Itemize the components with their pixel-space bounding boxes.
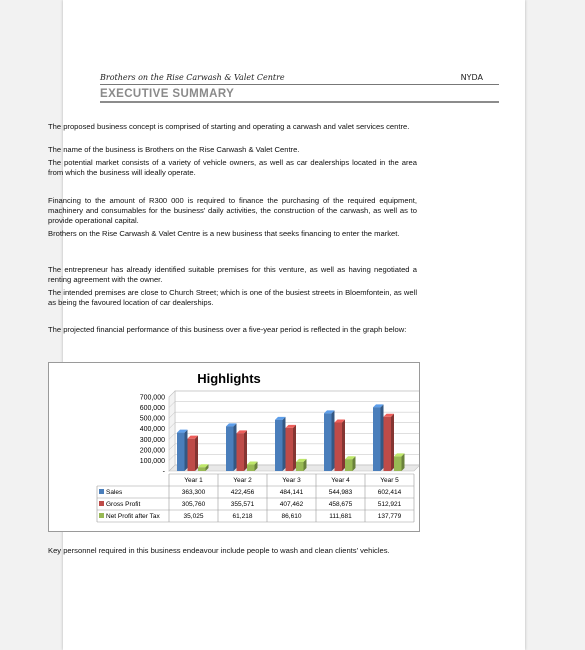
bar-gross-profit xyxy=(384,417,392,471)
paragraph-premises: The intended premises are close to Church Street; which is one of the busiest streets in Bloemfontein, as well as being the favoured location of car dealerships. xyxy=(48,288,417,307)
bar-side xyxy=(402,453,405,471)
bar-net-profit-after-tax xyxy=(394,456,402,471)
bar-side xyxy=(391,414,394,471)
bar-side xyxy=(244,430,247,471)
legend-key-net-profit-after-tax xyxy=(99,513,104,518)
data-value-label: 363,300 xyxy=(181,489,206,496)
data-value-label: 35,025 xyxy=(183,513,204,520)
bar-sales xyxy=(177,433,185,471)
x-tick-label: Year 5 xyxy=(380,477,399,484)
bar-side xyxy=(332,410,335,471)
bar-side xyxy=(234,423,237,471)
legend-label: Sales xyxy=(106,489,123,496)
x-tick-label: Year 3 xyxy=(282,477,301,484)
legend-label: Gross Profit xyxy=(106,501,141,508)
data-value-label: 355,571 xyxy=(230,501,255,508)
bar-gross-profit xyxy=(335,423,343,471)
paragraph-projection: The projected financial performance of this business over a five-year period is reflected in the graph below: xyxy=(48,325,407,334)
bar-side xyxy=(195,436,198,471)
paragraph-market: The potential market consists of a variety of vehicle owners, as well as car dealerships located in the area from which the business will ideally operate. xyxy=(48,158,417,177)
data-value-label: 137,779 xyxy=(377,513,402,520)
data-value-label: 305,760 xyxy=(181,501,206,508)
bar-net-profit-after-tax xyxy=(345,459,353,471)
data-value-label: 602,414 xyxy=(377,489,402,496)
header-divider xyxy=(100,84,499,85)
title-divider xyxy=(100,101,499,103)
bar-sales xyxy=(373,407,381,471)
bar-side xyxy=(185,430,188,471)
y-tick-label: 400,000 xyxy=(139,426,165,434)
data-value-label: 61,218 xyxy=(232,513,253,520)
bar-net-profit-after-tax xyxy=(198,467,206,471)
paragraph-personnel: Key personnel required in this business endeavour include people to wash and clean clients’ vehicles. xyxy=(48,546,390,555)
chart-side-wall xyxy=(169,391,175,471)
y-tick-label: 100,000 xyxy=(139,457,165,465)
bar-side xyxy=(381,404,384,471)
data-value-label: 512,921 xyxy=(377,501,402,508)
x-tick-label: Year 4 xyxy=(331,477,350,484)
chart-title: Highlights xyxy=(197,371,261,386)
bar-side xyxy=(283,417,286,471)
legend-label: Net Profit after Tax xyxy=(106,513,160,520)
bar-gross-profit xyxy=(286,428,294,471)
y-tick-label: 700,000 xyxy=(139,394,165,402)
bar-net-profit-after-tax xyxy=(296,462,304,471)
header-business-name: Brothers on the Rise Carwash & Valet Centre xyxy=(100,73,285,82)
data-value-label: 422,456 xyxy=(230,489,255,496)
y-tick-label: - xyxy=(162,468,165,476)
chart-canvas xyxy=(49,363,419,531)
bar-sales xyxy=(226,426,234,471)
y-tick-label: 300,000 xyxy=(139,436,165,444)
bar-gross-profit xyxy=(237,433,245,471)
header-organization: NYDA xyxy=(460,73,483,82)
paragraph-financing: Financing to the amount of R300 000 is required to finance the purchasing of the required equipment, machinery and consumables for the business’ daily activities, the construction of the carwash, as well as to provide operational capital. xyxy=(48,196,417,225)
data-value-label: 544,983 xyxy=(328,489,353,496)
bar-sales xyxy=(324,413,332,471)
highlights-chart xyxy=(48,362,420,532)
data-value-label: 111,681 xyxy=(329,513,352,520)
data-value-label: 407,462 xyxy=(279,501,304,508)
bar-sales xyxy=(275,420,283,471)
y-tick-label: 200,000 xyxy=(139,447,165,455)
bar-gross-profit xyxy=(188,439,196,471)
paragraph-concept: The proposed business concept is comprised of starting and operating a carwash and valet services centre. xyxy=(48,122,410,131)
x-tick-label: Year 1 xyxy=(184,477,203,484)
data-value-label: 458,675 xyxy=(328,501,353,508)
data-value-label: 484,141 xyxy=(279,489,304,496)
bar-net-profit-after-tax xyxy=(247,465,255,471)
y-tick-label: 500,000 xyxy=(139,415,165,423)
y-tick-label: 600,000 xyxy=(139,405,165,413)
section-title: EXECUTIVE SUMMARY xyxy=(100,88,235,100)
bar-side xyxy=(293,425,296,471)
paragraph-new-business: Brothers on the Rise Carwash & Valet Centre is a new business that seeks financing to enter the market. xyxy=(48,229,400,238)
paragraph-business-name: The name of the business is Brothers on the Rise Carwash & Valet Centre. xyxy=(48,145,300,154)
data-value-label: 86,610 xyxy=(281,513,302,520)
legend-key-sales xyxy=(99,489,104,494)
bar-side xyxy=(342,420,345,471)
legend-key-gross-profit xyxy=(99,501,104,506)
x-tick-label: Year 2 xyxy=(233,477,252,484)
paragraph-entrepreneur: The entrepreneur has already identified suitable premises for this venture, as well as having negotiated a renting agreement with the owner. xyxy=(48,265,417,284)
